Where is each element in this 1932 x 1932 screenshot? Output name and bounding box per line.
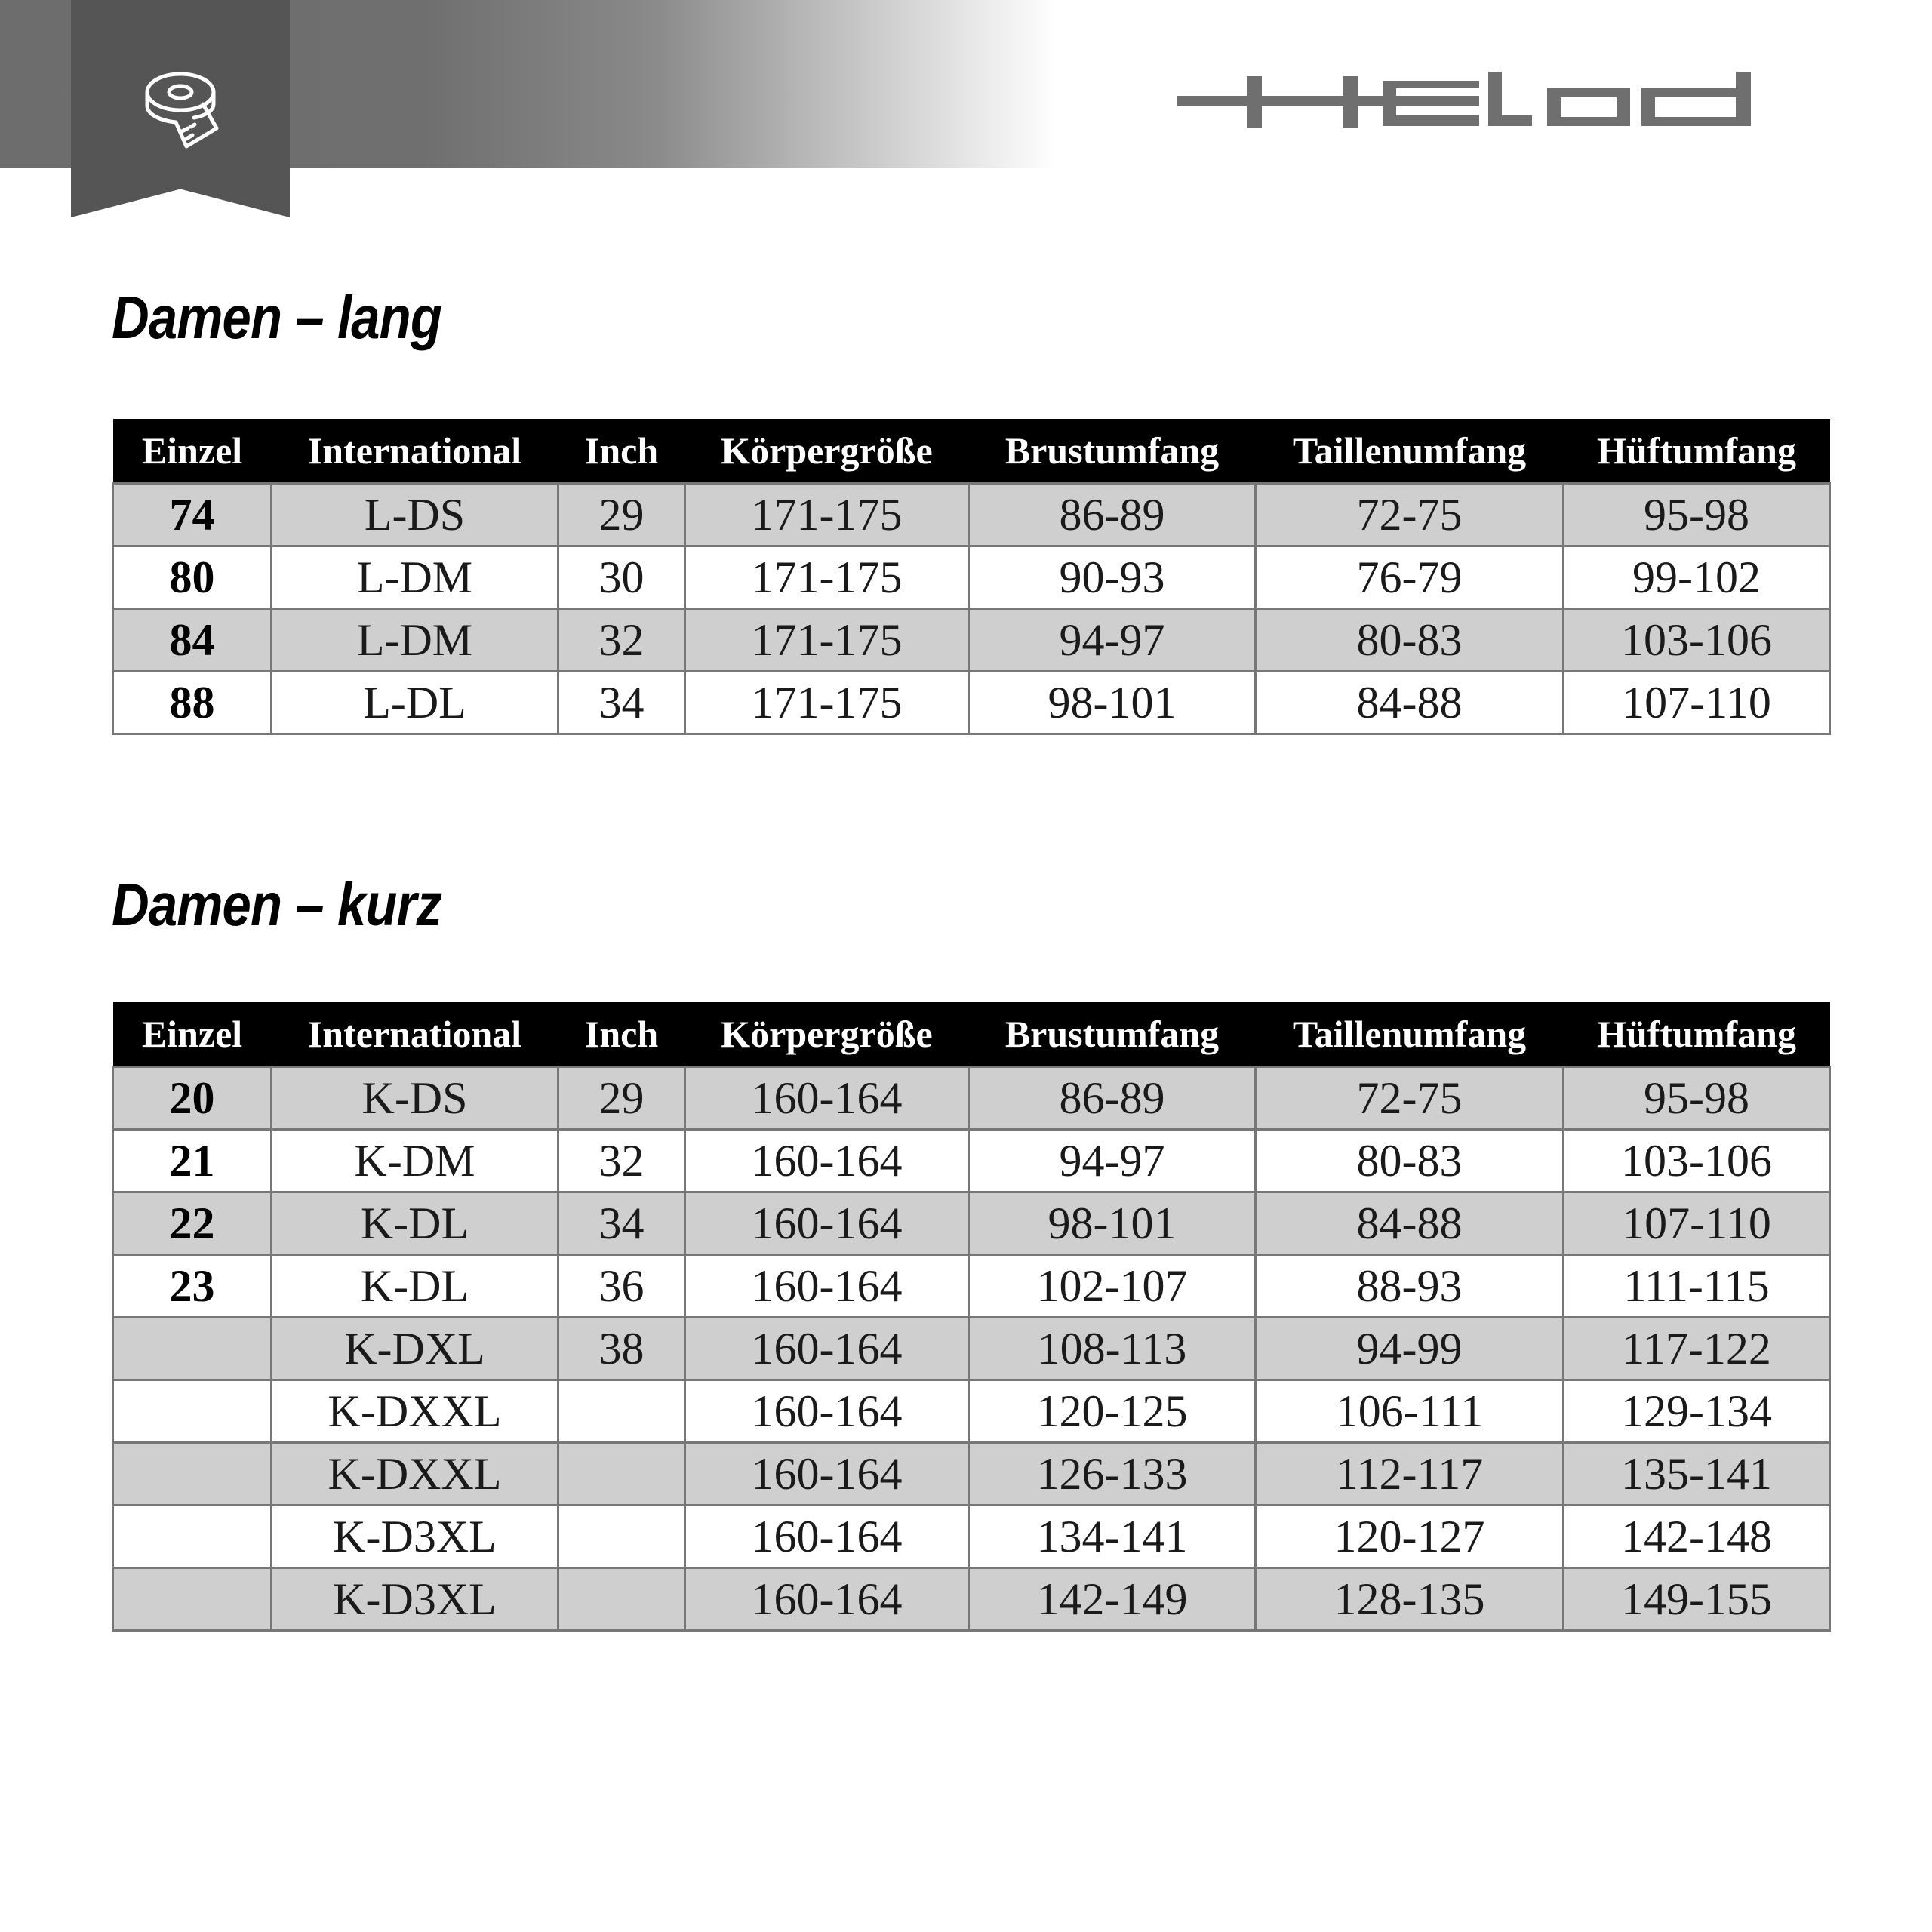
measuring-tape-icon (143, 66, 221, 149)
cell-inch: 32 (558, 1130, 685, 1192)
cell-einzel: 20 (113, 1067, 272, 1130)
table-header-row (113, 1002, 1830, 1067)
column-header-taillenumfang: Taillenumfang (1256, 1002, 1564, 1067)
table-row (113, 1380, 1830, 1443)
cell-brustumfang: 120-125 (969, 1380, 1256, 1443)
cell-koerpergroesse: 171-175 (685, 672, 969, 734)
cell-koerpergroesse: 160-164 (685, 1568, 969, 1631)
cell-einzel: 88 (113, 672, 272, 734)
cell-inch: 32 (558, 609, 685, 672)
cell-international: K-DL (272, 1192, 558, 1255)
table-row (113, 1506, 1830, 1568)
cell-brustumfang: 126-133 (969, 1443, 1256, 1506)
cell-taillenumfang: 84-88 (1256, 1192, 1564, 1255)
table-row (113, 1255, 1830, 1318)
cell-einzel (113, 1568, 272, 1631)
column-header-inch: Inch (558, 419, 685, 484)
column-header-koerpergroesse: Körpergröße (685, 419, 969, 484)
cell-hueftumfang: 107-110 (1564, 672, 1830, 734)
cell-koerpergroesse: 171-175 (685, 546, 969, 609)
table-row (113, 484, 1830, 546)
cell-hueftumfang: 149-155 (1564, 1568, 1830, 1631)
cell-inch: 29 (558, 484, 685, 546)
size-table-damen-lang (112, 419, 1831, 735)
cell-brustumfang: 94-97 (969, 609, 1256, 672)
cell-brustumfang: 90-93 (969, 546, 1256, 609)
cell-taillenumfang: 84-88 (1256, 672, 1564, 734)
cell-koerpergroesse: 160-164 (685, 1130, 969, 1192)
cell-inch: 30 (558, 546, 685, 609)
cell-einzel: 74 (113, 484, 272, 546)
column-header-taillenumfang: Taillenumfang (1256, 419, 1564, 484)
cell-brustumfang: 142-149 (969, 1568, 1256, 1631)
cell-brustumfang: 134-141 (969, 1506, 1256, 1568)
cell-koerpergroesse: 171-175 (685, 609, 969, 672)
cell-international: L-DM (272, 609, 558, 672)
column-header-inch: Inch (558, 1002, 685, 1067)
cell-hueftumfang: 111-115 (1564, 1255, 1830, 1318)
cell-taillenumfang: 80-83 (1256, 609, 1564, 672)
cell-taillenumfang: 80-83 (1256, 1130, 1564, 1192)
cell-international: K-D3XL (272, 1506, 558, 1568)
table-row (113, 1568, 1830, 1631)
table-row (113, 1192, 1830, 1255)
table-header-row (113, 419, 1830, 484)
size-guide-ribbon (71, 0, 290, 217)
size-table-damen-kurz (112, 1002, 1831, 1632)
cell-taillenumfang: 120-127 (1256, 1506, 1564, 1568)
cell-inch (558, 1380, 685, 1443)
table-row (113, 1130, 1830, 1192)
cell-inch: 34 (558, 1192, 685, 1255)
section-title-damen-kurz: Damen – kurz (112, 871, 442, 938)
cell-brustumfang: 98-101 (969, 672, 1256, 734)
cell-hueftumfang: 107-110 (1564, 1192, 1830, 1255)
cell-einzel: 21 (113, 1130, 272, 1192)
cell-inch: 38 (558, 1318, 685, 1380)
cell-koerpergroesse: 160-164 (685, 1255, 969, 1318)
cell-brustumfang: 102-107 (969, 1255, 1256, 1318)
column-header-international: International (272, 1002, 558, 1067)
table-row (113, 546, 1830, 609)
cell-brustumfang: 108-113 (969, 1318, 1256, 1380)
cell-einzel: 22 (113, 1192, 272, 1255)
cell-koerpergroesse: 160-164 (685, 1380, 969, 1443)
column-header-brustumfang: Brustumfang (969, 1002, 1256, 1067)
table-row (113, 1067, 1830, 1130)
cell-taillenumfang: 128-135 (1256, 1568, 1564, 1631)
cell-international: K-DXL (272, 1318, 558, 1380)
cell-hueftumfang: 117-122 (1564, 1318, 1830, 1380)
cell-taillenumfang: 88-93 (1256, 1255, 1564, 1318)
cell-hueftumfang: 103-106 (1564, 1130, 1830, 1192)
cell-hueftumfang: 135-141 (1564, 1443, 1830, 1506)
cell-taillenumfang: 72-75 (1256, 484, 1564, 546)
cell-taillenumfang: 94-99 (1256, 1318, 1564, 1380)
cell-inch (558, 1506, 685, 1568)
cell-einzel (113, 1380, 272, 1443)
cell-international: K-DM (272, 1130, 558, 1192)
held-logo (1177, 72, 1777, 131)
column-header-koerpergroesse: Körpergröße (685, 1002, 969, 1067)
cell-international: K-DS (272, 1067, 558, 1130)
table-row (113, 1443, 1830, 1506)
cell-inch (558, 1568, 685, 1631)
table-row (113, 1318, 1830, 1380)
cell-hueftumfang: 95-98 (1564, 484, 1830, 546)
cell-international: K-DL (272, 1255, 558, 1318)
cell-international: L-DM (272, 546, 558, 609)
column-header-einzel: Einzel (113, 1002, 272, 1067)
cell-inch: 29 (558, 1067, 685, 1130)
cell-koerpergroesse: 160-164 (685, 1506, 969, 1568)
column-header-international: International (272, 419, 558, 484)
cell-international: L-DL (272, 672, 558, 734)
cell-hueftumfang: 99-102 (1564, 546, 1830, 609)
cell-international: K-D3XL (272, 1568, 558, 1631)
table-row (113, 672, 1830, 734)
cell-brustumfang: 94-97 (969, 1130, 1256, 1192)
cell-taillenumfang: 72-75 (1256, 1067, 1564, 1130)
cell-einzel (113, 1506, 272, 1568)
cell-einzel: 84 (113, 609, 272, 672)
column-header-hueftumfang: Hüftumfang (1564, 1002, 1830, 1067)
cell-einzel (113, 1443, 272, 1506)
cell-brustumfang: 86-89 (969, 484, 1256, 546)
cell-hueftumfang: 103-106 (1564, 609, 1830, 672)
section-title-damen-lang: Damen – lang (112, 284, 442, 351)
column-header-brustumfang: Brustumfang (969, 419, 1256, 484)
cell-einzel (113, 1318, 272, 1380)
column-header-einzel: Einzel (113, 419, 272, 484)
cell-inch (558, 1443, 685, 1506)
cell-koerpergroesse: 171-175 (685, 484, 969, 546)
table-row (113, 609, 1830, 672)
cell-international: L-DS (272, 484, 558, 546)
cell-international: K-DXXL (272, 1443, 558, 1506)
cell-koerpergroesse: 160-164 (685, 1192, 969, 1255)
cell-inch: 36 (558, 1255, 685, 1318)
cell-hueftumfang: 142-148 (1564, 1506, 1830, 1568)
cell-brustumfang: 86-89 (969, 1067, 1256, 1130)
cell-brustumfang: 98-101 (969, 1192, 1256, 1255)
cell-einzel: 80 (113, 546, 272, 609)
cell-taillenumfang: 76-79 (1256, 546, 1564, 609)
cell-koerpergroesse: 160-164 (685, 1318, 969, 1380)
cell-taillenumfang: 106-111 (1256, 1380, 1564, 1443)
cell-hueftumfang: 129-134 (1564, 1380, 1830, 1443)
cell-international: K-DXXL (272, 1380, 558, 1443)
column-header-hueftumfang: Hüftumfang (1564, 419, 1830, 484)
cell-hueftumfang: 95-98 (1564, 1067, 1830, 1130)
cell-koerpergroesse: 160-164 (685, 1443, 969, 1506)
cell-inch: 34 (558, 672, 685, 734)
cell-koerpergroesse: 160-164 (685, 1067, 969, 1130)
cell-einzel: 23 (113, 1255, 272, 1318)
cell-taillenumfang: 112-117 (1256, 1443, 1564, 1506)
